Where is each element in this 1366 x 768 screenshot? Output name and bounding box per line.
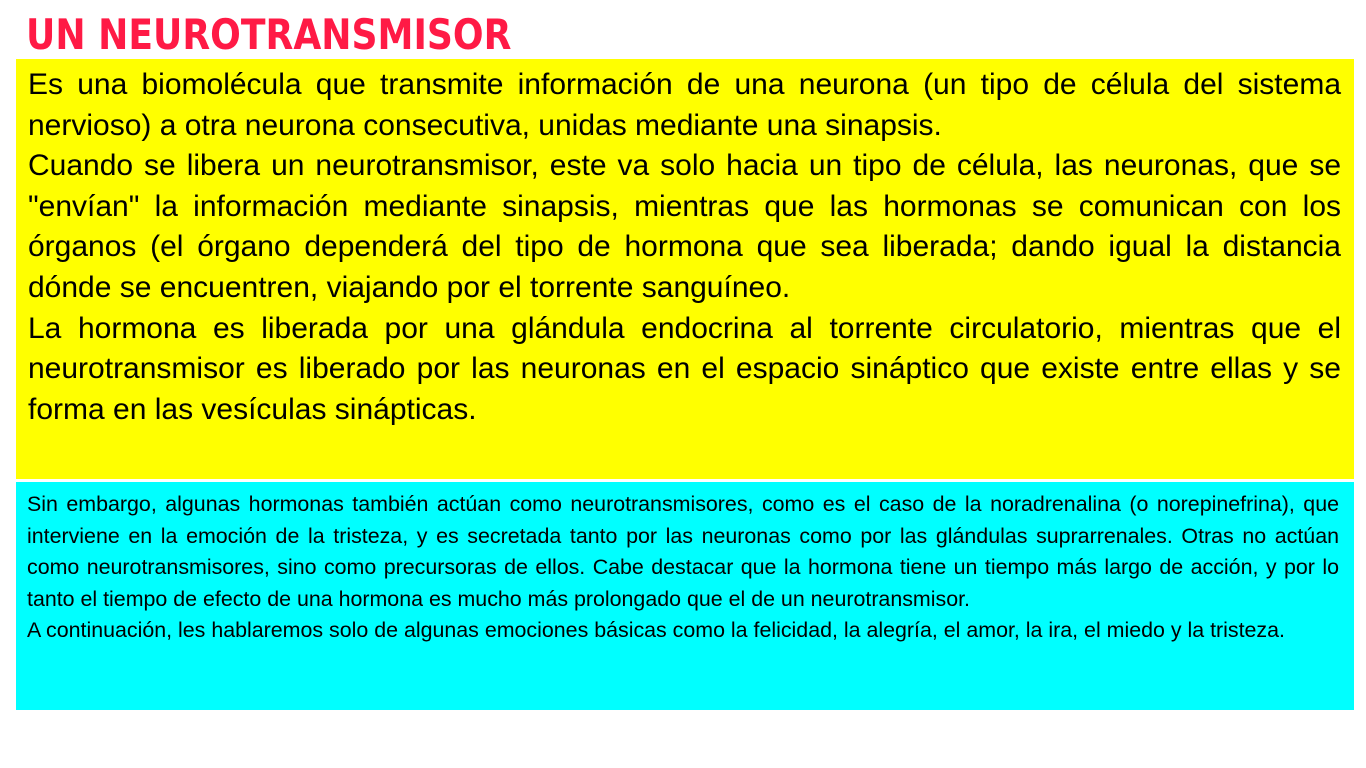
slide-title: UN NEUROTRANSMISOR bbox=[26, 10, 512, 59]
neurotransmitter-vs-hormone-paragraph: Cuando se libera un neurotransmisor, este va solo hacia un tipo de célula, las neuronas, que se "envían" la información mediante sinapsis, mientras que las hormonas se comunican con los órganos (el órgano dependerá del tipo de hormona que sea liberada; dando igual la distancia dónde se encuentren, viajando por el torrente sanguíneo. bbox=[28, 149, 1341, 304]
hormones-as-neurotransmitters-paragraph: Sin embargo, algunas hormonas también actúan como neurotransmisores, como es el caso de la noradrenalina (o norepinefrina), que interviene en la emoción de la tristeza, y es secretada tanto por las neuronas como por las glándulas suprarrenales. Otras no actúan como neurotransmisores, sino como precursoras de ellos. Cabe destacar que la hormona tiene un tiempo más largo de acción, y por lo tanto el tiempo de efecto de una hormona es mucho más prolongado que el de un neurotransmisor. bbox=[27, 492, 1339, 611]
release-difference-paragraph: La hormona es liberada por una glándula endocrina al torrente circulatorio, mientras que el neurotransmisor es liberado por las neuronas en el espacio sináptico que existe entre ellas y se forma en las vesículas sinápticas. bbox=[28, 311, 1341, 426]
definition-paragraph: Es una biomolécula que transmite información de una neurona (un tipo de célula del sistema nervioso) a otra neurona consecutiva, unidas mediante una sinapsis. bbox=[28, 68, 1341, 142]
basic-emotions-intro-paragraph: A continuación, les hablaremos solo de algunas emociones básicas como la felicidad, la alegría, el amor, la ira, el miedo y la tristeza. bbox=[27, 618, 1285, 643]
additional-info-text-box bbox=[16, 482, 1354, 710]
definition-text-box bbox=[16, 59, 1354, 479]
